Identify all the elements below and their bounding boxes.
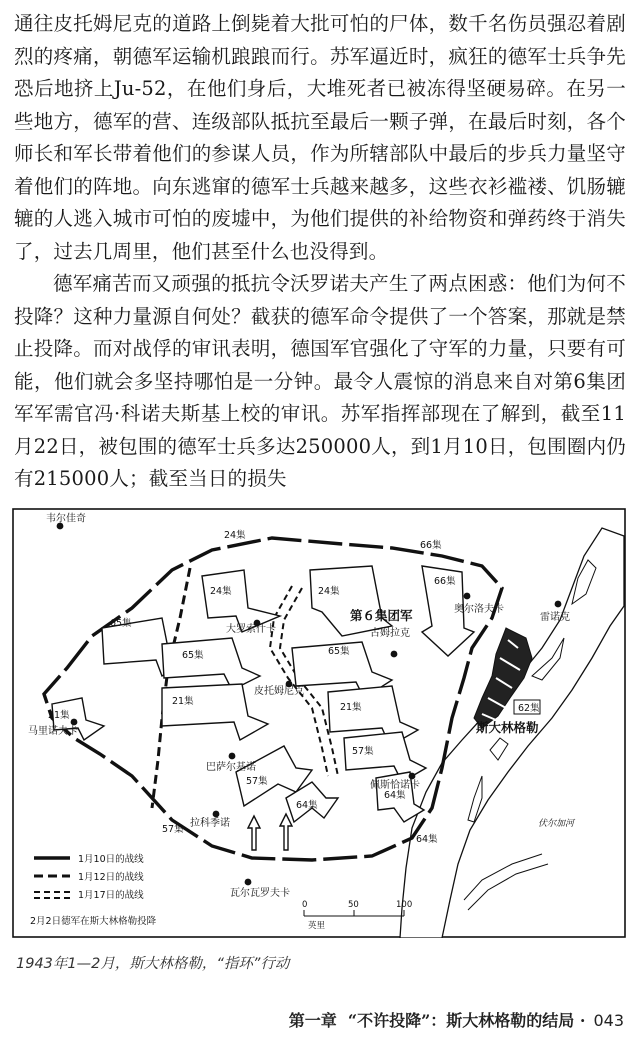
unit-a24-top: 24集 bbox=[224, 530, 246, 541]
legend-jan12: 1月12日的战线 bbox=[78, 872, 144, 883]
unit-a64-center: 64集 bbox=[384, 790, 406, 801]
figure-caption: 1943年1—2月，斯大林格勒，“指环”行动 bbox=[16, 956, 290, 972]
footer-chapter: 第一章 “不许投降”：斯大林格勒的结局 · bbox=[288, 1011, 586, 1030]
place-tsaritsa: 瓦尔瓦罗夫卡 bbox=[230, 888, 290, 899]
scale-tick-50: 50 bbox=[348, 900, 359, 910]
place-bolshaya-rossoshka: 大罗索什卡 bbox=[226, 624, 276, 635]
legend-jan10: 1月10日的战线 bbox=[78, 854, 144, 865]
legend-jan17: 1月17日的战线 bbox=[78, 890, 144, 901]
scale-unit: 英里 bbox=[308, 921, 326, 931]
stalingrad-label: 斯大林格勒 bbox=[476, 720, 539, 735]
unit-a64-left: 64集 bbox=[296, 800, 318, 811]
place-verkhnyaya: 韦尔佳奇 bbox=[46, 513, 86, 525]
unit-a21-left: 21集 bbox=[48, 710, 70, 721]
unit-a64-bottom: 64集 bbox=[416, 834, 438, 845]
unit-a21-mid: 21集 bbox=[172, 696, 194, 707]
unit-a62: 62集 bbox=[518, 703, 540, 714]
place-peschanka: 佩斯恰诺卡 bbox=[370, 780, 420, 791]
sixth-army-label: 第６集团军 bbox=[350, 608, 413, 623]
unit-a57-mid: 57集 bbox=[246, 776, 268, 787]
place-marinovka: 马里诺夫卡 bbox=[28, 726, 78, 737]
unit-a57-left: 57集 bbox=[162, 824, 184, 835]
stalingrad-map bbox=[12, 508, 626, 938]
unit-a24-inner2: 24集 bbox=[318, 586, 340, 597]
surrender-note: 2月2日德军在斯大林格勒投降 bbox=[30, 916, 157, 927]
unit-a57-center: 57集 bbox=[352, 746, 374, 757]
place-pitomnik: 皮托姆尼克 bbox=[254, 686, 304, 697]
paragraph-1: 通往皮托姆尼克的道路上倒毙着大批可怕的尸体，数千名伤员强忍着剧烈的疼痛，朝德军运输机踉踉而行。苏军逼近时，疯狂的德军士兵争先恐后地挤上Ju-52，在他们身后，大堆死者已被冻得坚硬易碎。在另一些地方，德军的营、连级部队抵抗至最后一颗子弹，在最后时刻，各个师长和军长带着他们的参谋人员，作为所辖部队中最后的步兵力量坚守着他们的阵地。向东逃窜的德军士兵越来越多，这些衣衫褴褛、饥肠辘辘的人逃入城市可怕的废墟中，为他们提供的补给物资和弹药终于消失了，过去几周里，他们甚至什么也没得到。 bbox=[14, 12, 626, 263]
unit-a65-mid: 65集 bbox=[182, 650, 204, 661]
unit-a66-top: 66集 bbox=[420, 540, 442, 551]
volga-label: 伏尔加河 bbox=[538, 819, 575, 829]
place-basargino: 巴萨尔基诺 bbox=[206, 762, 256, 773]
unit-a24-inner1: 24集 bbox=[210, 586, 232, 597]
unit-a66-inner: 66集 bbox=[434, 576, 456, 587]
body-text bbox=[14, 8, 626, 496]
scale-tick-100: 100 bbox=[396, 900, 413, 910]
place-rynok: 雷诺克 bbox=[540, 612, 570, 623]
unit-a65-left: 65集 bbox=[110, 618, 132, 629]
paragraph-2: 德军痛苦而又顽强的抵抗令沃罗诺夫产生了两点困惑：他们为何不投降？这种力量源自何处？截获的德军命令提供了一个答案，那就是禁止投降。而对战俘的审讯表明，德国军官强化了守军的力量，只要有可能，他们就会多坚持哪怕是一分钟。最令人震惊的消息来自对第6集团军军需官冯·科诺夫斯基上校的审讯。苏军指挥部现在了解到，截至11月22日，被包围的德军士兵多达250000人，到1月10日，包围圈内仍有215000人；截至当日的损失 bbox=[14, 272, 626, 490]
scale-tick-0: 0 bbox=[302, 900, 308, 910]
unit-a21-center: 21集 bbox=[340, 702, 362, 713]
unit-a65-center: 65集 bbox=[328, 646, 350, 657]
page-number: 043 bbox=[593, 1011, 624, 1030]
place-gumrak: 古姆拉克 bbox=[370, 628, 410, 639]
place-karpovka: 拉科季诺 bbox=[190, 818, 230, 829]
place-orlovka: 奥尔洛夫卡 bbox=[454, 604, 504, 615]
page-footer bbox=[289, 1008, 624, 1031]
